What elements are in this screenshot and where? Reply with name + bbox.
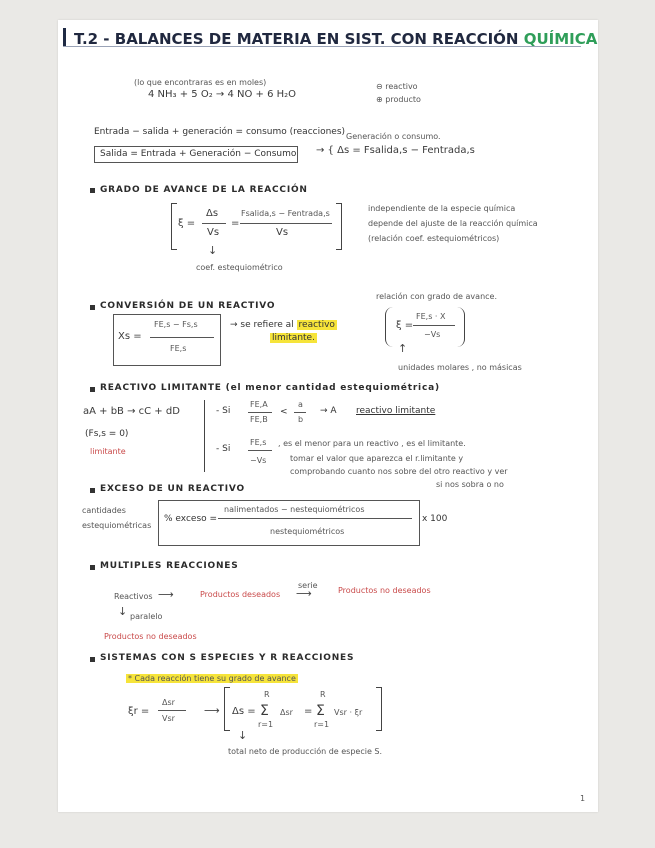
case1-ab-line: [294, 412, 306, 413]
case1-a: a: [298, 400, 303, 409]
relation-up-arrow: ↑: [398, 342, 408, 355]
sistemas-num: Δsr: [162, 698, 175, 707]
case2-num: FE,s: [250, 438, 267, 447]
case1-num: FE,A: [250, 400, 268, 409]
case1-den: FE,B: [250, 415, 268, 424]
sistemas-down-arrow: ↓: [238, 729, 248, 742]
grado-num1: Δs: [206, 208, 219, 219]
balance-gen-note: Generación o consumo.: [346, 132, 441, 141]
page-number: 1: [580, 794, 586, 803]
bullet-sistemas: [90, 657, 95, 662]
relation-lhs: ξ =: [396, 320, 414, 331]
bullet-conversion: [90, 305, 95, 310]
grado-eq: =: [231, 218, 240, 229]
case2-text1: , es el menor para un reactivo , es el limitante.: [278, 439, 466, 448]
grado-den2: Vs: [276, 227, 289, 238]
case2-text3: comprobando cuanto nos sobre del otro reactivo y ver: [290, 467, 508, 476]
case1-frac-line: [248, 412, 272, 413]
balance-delta: → { Δs = Fsalida,s − Fentrada,s: [316, 145, 475, 156]
limitante-reaction: aA + bB → cC + dD: [83, 406, 180, 417]
sum1-sigma: Σ: [260, 703, 269, 719]
title-margin-bar: [63, 28, 66, 46]
bullet-limitante: [90, 387, 95, 392]
conversion-heading: CONVERSIÓN DE UN REACTIVO: [100, 301, 276, 311]
conversion-relation: relación con grado de avance.: [376, 292, 497, 301]
intro-reaction: 4 NH₃ + 5 O₂ → 4 NO + 6 H₂O: [148, 89, 297, 100]
case1-pre: - Si: [216, 406, 231, 416]
case1-result: → A: [320, 406, 337, 416]
sum2-term: Vsr · ξr: [334, 708, 363, 717]
exceso-frac-line: [218, 518, 412, 519]
multiples-reactivos: Reactivos: [114, 592, 153, 601]
multiples-undesired2: Productos no deseados: [104, 632, 197, 641]
multiples-down-arrow: ↓: [118, 605, 128, 618]
exceso-lhs: % exceso =: [164, 514, 218, 524]
multiples-arrow1: ⟶: [158, 588, 174, 601]
sum1-bot: r=1: [258, 720, 274, 729]
case2-frac-line: [248, 450, 272, 451]
grado-side3: (relación coef. estequiométricos): [368, 234, 500, 243]
legend-product: ⊕ producto: [376, 95, 421, 104]
conversion-frac-line: [150, 337, 214, 338]
sum2-bot: r=1: [314, 720, 330, 729]
bullet-multiples: [90, 565, 95, 570]
conversion-lhs: Xs =: [118, 331, 142, 342]
multiples-undesired: Productos no deseados: [338, 586, 431, 595]
conversion-den: FE,s: [170, 344, 187, 353]
sistemas-total-note: total neto de producción de especie S.: [228, 747, 383, 756]
relation-paren-right: [456, 307, 465, 347]
limitante-brace: [204, 400, 210, 472]
sistemas-bracket-left: [224, 687, 230, 731]
grado-num2: Fsalida,s − Fentrada,s: [241, 209, 330, 218]
bullet-grado: [90, 188, 95, 193]
conversion-units: unidades molares , no másicas: [398, 363, 522, 372]
sistemas-lhs: ξr =: [128, 706, 150, 717]
exceso-mult: x 100: [422, 514, 448, 524]
exceso-den: nestequiométricos: [270, 527, 345, 536]
exceso-heading: EXCESO DE UN REACTIVO: [100, 484, 245, 494]
grado-bracket-right: [336, 203, 342, 250]
case1-b: b: [298, 415, 304, 424]
sistemas-sum-lhs: Δs =: [232, 706, 256, 717]
sum2-top: R: [320, 690, 326, 699]
multiples-serie: serie: [298, 581, 318, 590]
grado-down-arrow: ↓: [208, 244, 218, 257]
relation-den: −Vs: [424, 330, 441, 339]
limitante-heading: REACTIVO LIMITANTE (el menor cantidad estequiométrica): [100, 383, 440, 393]
sistemas-bracket-right: [376, 687, 382, 731]
conversion-num: FE,s − Fs,s: [154, 320, 198, 329]
limitante-label: limitante: [90, 447, 126, 456]
sistemas-den: Vsr: [162, 714, 175, 723]
legend-reactant: ⊖ reactivo: [376, 82, 418, 91]
grado-side1: independiente de la especie química: [368, 204, 516, 213]
case1-cmp: <: [280, 407, 288, 417]
exceso-side2: estequiométricas: [82, 521, 152, 530]
balance-boxed-equation: Salida = Entrada + Generación − Consumo: [100, 149, 297, 159]
conversion-note-limitante: limitante.: [272, 333, 315, 343]
notes-page: [58, 20, 598, 812]
grado-coef-note: coef. estequiométrico: [196, 263, 283, 272]
grado-heading: GRADO DE AVANCE DE LA REACCIÓN: [100, 185, 308, 195]
relation-frac-line: [413, 325, 455, 326]
multiples-arrow2: ⟶: [296, 587, 312, 600]
case2-pre: - Si: [216, 444, 231, 454]
exceso-side1: cantidades: [82, 506, 126, 515]
sistemas-arrow: ⟶: [204, 704, 220, 717]
limitante-fs: (Fs,s = 0): [85, 429, 129, 439]
balance-general: Entrada − salida + generación = consumo (reacciones): [94, 127, 346, 137]
bullet-exceso: [90, 488, 95, 493]
multiples-paralelo: paralelo: [130, 612, 163, 621]
sistemas-frac-line: [158, 710, 186, 711]
case2-text4: si nos sobra o no: [436, 480, 504, 489]
sum2-sigma: Σ: [316, 703, 325, 719]
grado-lhs: ξ =: [178, 218, 196, 229]
intro-note: (lo que encontraras es en moles): [134, 78, 267, 87]
grado-den1: Vs: [207, 227, 220, 238]
grado-frac2-line: [240, 223, 332, 224]
sum1-term: Δsr: [280, 708, 293, 717]
case2-den: −Vs: [250, 456, 267, 465]
conversion-note: → se refiere al reactivo: [230, 320, 335, 330]
sum1-top: R: [264, 690, 270, 699]
relation-paren-left: [385, 307, 394, 347]
sum-equals: =: [304, 706, 313, 717]
exceso-num: nalimentados − nestequiométricos: [224, 505, 365, 514]
grado-bracket-left: [171, 203, 177, 250]
sistemas-heading: SISTEMAS CON S ESPECIES Y R REACCIONES: [100, 653, 355, 663]
grado-side2: depende del ajuste de la reacción química: [368, 219, 538, 228]
multiples-heading: MULTIPLES REACCIONES: [100, 561, 239, 571]
case1-highlight: reactivo limitante: [356, 406, 436, 416]
case2-text2: tomar el valor que aparezca el r.limitante y: [290, 454, 464, 463]
multiples-desired: Productos deseados: [200, 590, 281, 599]
grado-frac1-line: [202, 223, 226, 224]
sistemas-note: * Cada reacción tiene su grado de avance: [128, 674, 296, 683]
page-title: T.2 - BALANCES DE MATERIA EN SIST. CON REACCIÓN QUÍMICA: [74, 30, 598, 48]
relation-num: FE,s · X: [416, 312, 446, 321]
